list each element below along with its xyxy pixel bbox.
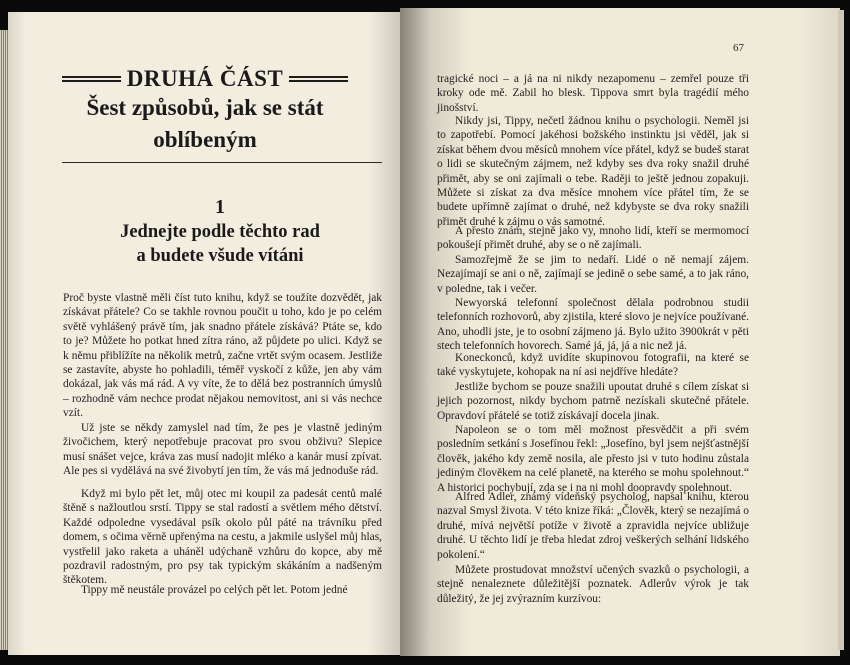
part-subtitle-line2: oblíbeným [153,127,257,152]
left-paragraph-3: Když mi bylo pět let, můj otec mi koupil za padesát centů malé štěně s nažloutlou srstí. Tippy se stal radostí a světlem mého dětství. Každé odpoledne vysedával psík okolo půl páté na trávníku před domem, s očima věrně upřenýma na cestu, a jakmile uslyšel můj hlas, vystřelil jako raketa a uháněl udýchaně vzhůru do kopce, aby mě pozdravil radostným, pro psy tak typickým skákáním a nadšeným štěkotem. [63,488,382,587]
heading-rule-right [289,76,348,82]
right-paragraph-5: Newyorská telefonní společnost dělala podrobnou studii telefonních rozhovorů, aby zjistila, které slovo je nejvíce používané. Ano, uhodli jste, je to osobní zájmeno já. Bylo užito 3900krát v pěti stech telefonních hovorech. Samé já, já, já a nic než já. [437,297,749,353]
right-paragraph-7: Jestliže bychom se pouze snažili upoutat druhé s cílem získat si jejich pozornost, nikdy bychom patrně nezískali skutečné přátele. Opravdoví přátelé se totiž získávají docela jinak. [437,381,749,422]
right-paragraph-8: Napoleon se o tom měl možnost přesvědčit a při svém posledním setkání s Josefínou řekl: „Josefíno, byl jsem nejšťastnější člověk, jakého kdy země nosila, ale přesto jsi v tuto hodinu zůstala jediným člověkem na celé planetě, na kterého se mohu spolehnout.“ A historici pochybují, zda se i na ni mohl doopravdy spolehnout. [437,424,749,494]
right-paragraph-1: tragické noci – a já na ni nikdy nezapomenu – zemřel pouze tři kroky ode mě. Zabil ho blesk. Tippova smrt byla tragédií mého jinošství. [437,73,749,114]
chapter-number: 1 [215,196,225,218]
section-divider [62,162,382,163]
page-edges-right [838,10,844,650]
right-paragraph-6: Koneckonců, když uvidíte skupinovou fotografii, na které se také vyskytujete, kohopak na ní asi nejdříve hledáte? [437,352,749,379]
right-paragraph-3: A přesto znám, stejně jako vy, mnoho lidí, kteří se mermomocí pokoušejí přimět druhé, aby se o ně zajímali. [437,225,749,252]
right-paragraph-4: Samozřejmě že se jim to nedaří. Lidé o ně nemají zájem. Nezajímají se ani o ně, zajímají se jedině o sebe samé, a to jak ráno, v poledne, tak i večer. [437,254,749,295]
heading-rule-left [62,76,121,82]
left-paragraph-4: Tippy mě neustále provázel po celých pět let. Potom jedné [81,584,348,596]
page-number: 67 [733,42,744,54]
right-paragraph-9: Alfred Adler, známý vídeňský psycholog, napsal knihu, kterou nazval Smysl života. V této knize říká: „Člověk, který se nezajímá o druhé, mívá největší potíže v životě a zpravidla nejvíce ubližuje druhé. U těchto lidí je třeba hledat zdroj veškerých selhání lidského pokolení.“ [437,491,749,561]
part-heading-row [62,66,348,92]
left-paragraph-2: Už jste se někdy zamyslel nad tím, že pes je vlastně jediným živočichem, který nepotřebuje pracovat pro svou obživu? Slepice musí snášet vejce, kráva zas musí nadojit mléko a kanár musí zpívat. Ale pes si vydělává na své živobytí jen tím, že vás má jednoduše rád. [63,422,382,478]
chapter-title-line2: a budete všude vítáni [136,246,304,266]
right-paragraph-2: Nikdy jsi, Tippy, nečetl žádnou knihu o psychologii. Neměl jsi to zapotřebí. Pomocí jakéhosi božského instinktu jsi věděl, jak si získat během dvou měsíců mnohem více přátel, když se budeš starat o lidi se skutečným zájmem, než kdyby ses dva roky snažil druhé přimět, aby se oni zajímali o tebe. Raději to ještě jednou zopakuji. Můžete si získat za dva měsíce mnohem více přátel tím, že se budete upřímně zajímat o druhé, než kdybyste se dva roky snažili přimět druhé k zájmu o vás samotné. [437,115,749,228]
part-subtitle-line1: Šest způsobů, jak se stát [86,95,324,120]
chapter-title-line1: Jednejte podle těchto rad [120,222,320,242]
right-paragraph-10: Můžete prostudovat množství učených svazků o psychologii, a stejně nenaleznete důležitější poznatek. Adlerův výrok je tak důležitý, že jej zvýrazním kurzívou: [437,564,749,605]
part-heading: DRUHÁ ČÁST [126,66,284,91]
left-paragraph-1: Proč byste vlastně měli číst tuto knihu, když se toužíte dozvědět, jak získávat přátele? Co se takhle rovnou poučit u toho, kdo je po celém světě vyhlášený právě tím, jak snadno přátele získává? Ptáte se, kdo to je? Můžete ho potkat hned zítra ráno, až půjdete po ulici. Když se k němu přiblížíte na několik metrů, začne vrtět svým ocasem. Jestliže se zastavíte, abyste ho pohladili, téměř vyskočí z kůže, jen aby vám dokázal, jak vás má rád. A vy víte, že to dělá bez postranních úmyslů – rozhodně vám nechce prodat nějakou nemovitost, ani si vás nechce vzít. [63,292,382,420]
